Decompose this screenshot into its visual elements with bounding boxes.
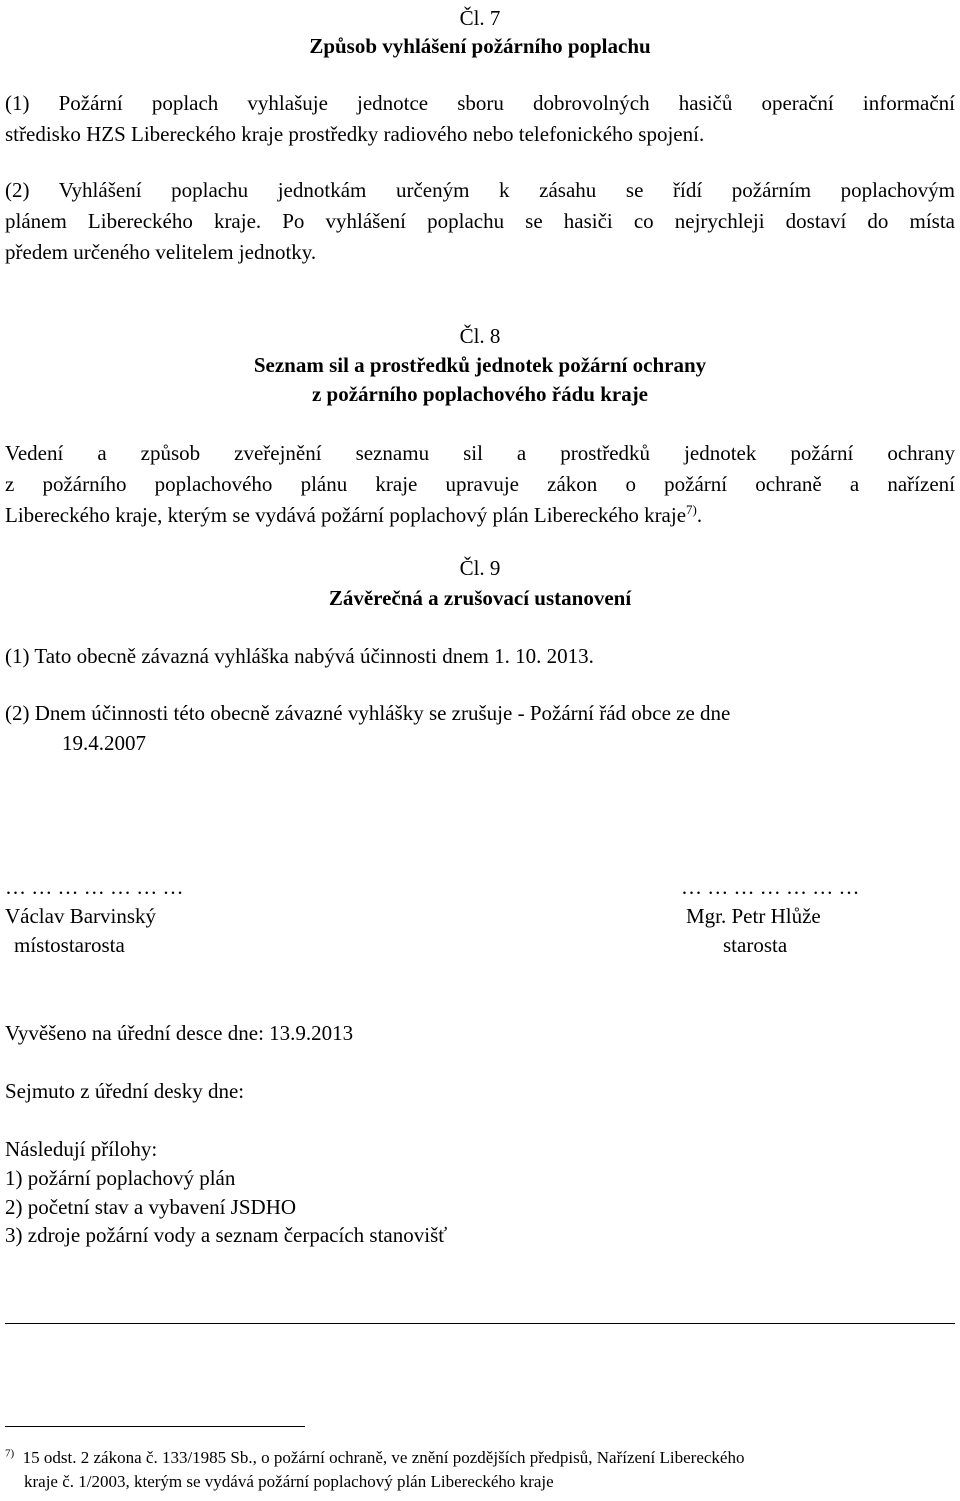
article-7-title: Způsob vyhlášení požárního poplachu: [309, 34, 651, 58]
footnote-marker: 7): [5, 1447, 15, 1460]
article-7-paragraph-2: [5, 175, 955, 268]
attachment-item: 3) zdroje požární vody a seznam čerpacích stanovišť: [5, 1223, 448, 1247]
removed-date: Sejmuto z úřední desky dne:: [5, 1079, 245, 1103]
article-7-heading: Čl. 7: [459, 6, 501, 30]
article-8-title-line-2: z požárního poplachového řádu kraje: [311, 382, 649, 406]
article-9-title: Závěrečná a zrušovací ustanovení: [328, 586, 632, 610]
signatory-right-name: Mgr. Petr Hlůže: [686, 904, 821, 928]
attachment-item: 2) početní stav a vybavení JSDHO: [5, 1195, 297, 1219]
paragraph-line: plánem Libereckého kraje. Po vyhlášení poplachu se hasiči co nejrychleji dostaví do místa: [5, 209, 955, 233]
article-8-heading: Čl. 8: [459, 324, 501, 348]
article-9-paragraph-1: (1) Tato obecně závazná vyhláška nabývá účinnosti dnem 1. 10. 2013.: [5, 644, 594, 668]
paragraph-line: [5, 500, 955, 531]
posted-date: Vyvěšeno na úřední desce dne: 13.9.2013: [5, 1021, 354, 1045]
paragraph-end: .: [696, 503, 703, 527]
footnote-line-1: [5, 1446, 744, 1470]
signatory-right-role: starosta: [723, 933, 788, 957]
article-9-heading: Čl. 9: [459, 556, 501, 580]
article-8-title-line-1: Seznam sil a prostředků jednotek požární ochrany: [253, 353, 707, 377]
article-9-paragraph-2-line-2: 19.4.2007: [62, 731, 146, 755]
article-8-paragraph: [5, 438, 955, 531]
article-9-paragraph-2-line-1: (2) Dnem účinnosti této obecně závazné vyhlášky se zrušuje - Požární řád obce ze dne: [5, 701, 731, 725]
horizontal-rule: [5, 1323, 955, 1324]
signatory-left-name: Václav Barvinský: [5, 904, 157, 928]
footnote: [5, 1446, 744, 1494]
footnote-separator: [5, 1426, 305, 1427]
paragraph-line: z požárního poplachového plánu kraje upravuje zákon o požární ochraně a nařízení: [5, 472, 955, 496]
signatory-left-role: místostarosta: [14, 933, 125, 957]
attachments-title: Následují přílohy:: [5, 1137, 158, 1161]
paragraph-line: (2) Vyhlášení poplachu jednotkám určeným k zásahu se řídí požárním poplachovým: [5, 178, 955, 202]
paragraph-line: Vedení a způsob zveřejnění seznamu sil a prostředků jednotek požární ochrany: [5, 441, 955, 465]
signature-line-left: … … … … … … …: [5, 875, 184, 899]
article-7-paragraph-1: [5, 88, 955, 150]
footnote-reference: 7): [686, 502, 697, 517]
paragraph-line: (1) Požární poplach vyhlašuje jednotce sboru dobrovolných hasičů operační informační: [5, 91, 955, 115]
signature-line-right: … … … … … … …: [681, 875, 860, 899]
paragraph-line: středisko HZS Libereckého kraje prostředky radiového nebo telefonického spojení.: [5, 122, 705, 146]
footnote-text-line-2: kraje č. 1/2003, kterým se vydává požární poplachový plán Libereckého kraje: [24, 1472, 554, 1491]
paragraph-line-text: Libereckého kraje, kterým se vydává požární poplachový plán Libereckého kraje: [5, 503, 687, 527]
paragraph-line: předem určeného velitelem jednotky.: [5, 240, 317, 264]
footnote-text-line-1: 15 odst. 2 zákona č. 133/1985 Sb., o požární ochraně, ve znění pozdějších předpisů, Nařízení Libereckého: [22, 1448, 745, 1467]
attachment-item: 1) požární poplachový plán: [5, 1166, 236, 1190]
